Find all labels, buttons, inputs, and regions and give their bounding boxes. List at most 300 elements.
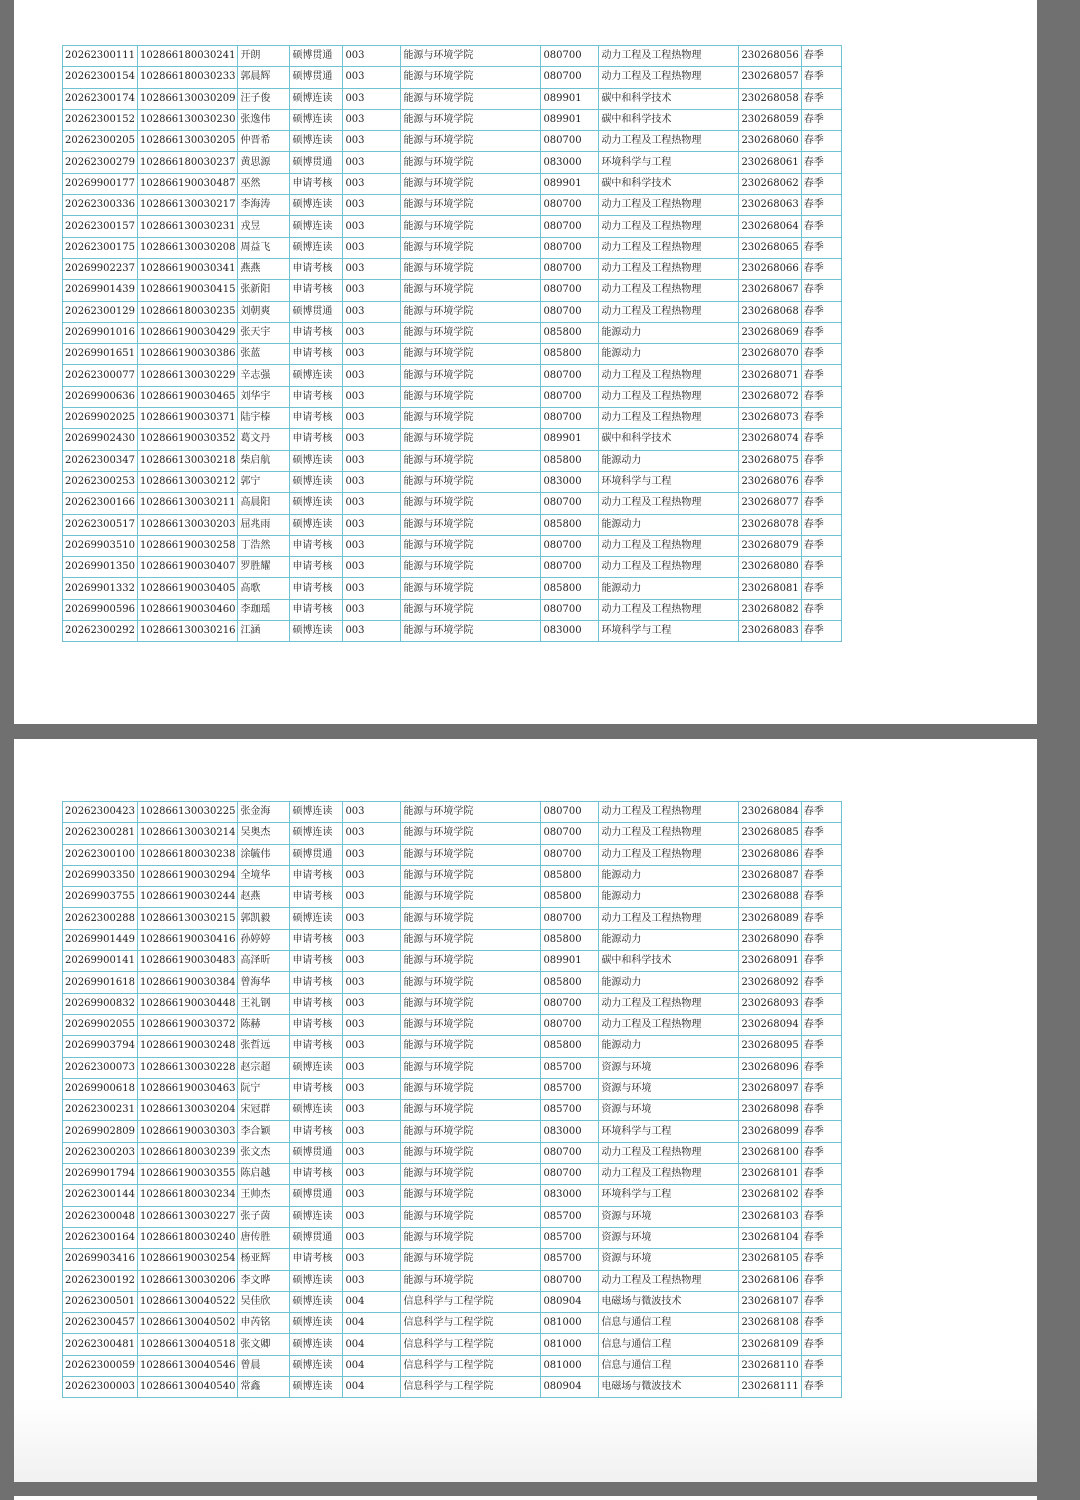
table-cell: 柴启航 [238,450,290,471]
table-cell: 动力工程及工程热物理 [599,365,739,386]
table-row [63,322,842,343]
table-cell: 085800 [541,450,599,471]
table-cell: 申请考核 [290,408,343,429]
table-cell: 102866190030294 [138,865,238,886]
table-row [63,1206,842,1227]
table-cell: 能源与环境学院 [401,471,541,492]
table-cell: 能源与环境学院 [401,844,541,865]
table-cell: 春季 [801,408,841,429]
table-cell: 003 [343,67,401,88]
table-cell: 003 [343,993,401,1014]
table-cell: 杨亚辉 [238,1249,290,1270]
table-cell: 230268096 [739,1057,801,1078]
table-cell: 230268088 [739,887,801,908]
table-cell: 刘华宇 [238,386,290,407]
table-cell: 能源与环境学院 [401,450,541,471]
table-cell: 能源动力 [599,1036,739,1057]
table-cell: 春季 [801,823,841,844]
table-cell: 春季 [801,1291,841,1312]
table-cell: 230268067 [739,280,801,301]
table-cell: 003 [343,471,401,492]
table-cell: 春季 [801,131,841,152]
admission-table [62,45,842,642]
table-cell: 230268099 [739,1121,801,1142]
table-cell: 申请考核 [290,173,343,194]
table-cell: 硕博贯通 [290,1185,343,1206]
table-cell: 20262300059 [63,1355,138,1376]
table-cell: 085700 [541,1249,599,1270]
table-cell: 动力工程及工程热物理 [599,993,739,1014]
table-cell: 230268065 [739,237,801,258]
table-cell: 能源与环境学院 [401,823,541,844]
table-cell: 085800 [541,344,599,365]
table-cell: 碳中和科学技术 [599,173,739,194]
table-cell: 004 [343,1355,401,1376]
table-cell: 春季 [801,109,841,130]
table-cell: 102866130030208 [138,237,238,258]
table-cell: 102866180030239 [138,1142,238,1163]
table-cell: 能源与环境学院 [401,67,541,88]
table-row [63,1057,842,1078]
table-cell: 硕博连读 [290,621,343,642]
table-cell: 003 [343,823,401,844]
table-cell: 张逸伟 [238,109,290,130]
table-cell: 环境科学与工程 [599,1121,739,1142]
table-cell: 080700 [541,365,599,386]
table-cell: 动力工程及工程热物理 [599,1142,739,1163]
table-cell: 动力工程及工程热物理 [599,802,739,823]
table-cell: 春季 [801,1227,841,1248]
table-row [63,88,842,109]
table-cell: 003 [343,258,401,279]
table-cell: 230268064 [739,216,801,237]
table-cell: 申请考核 [290,929,343,950]
table-row [63,46,842,67]
table-cell: 申芮铭 [238,1313,290,1334]
table-row [63,1121,842,1142]
table-cell: 20262300253 [63,471,138,492]
table-cell: 102866190030244 [138,887,238,908]
table-cell: 硕博贯通 [290,152,343,173]
table-cell: 黄思源 [238,152,290,173]
table-cell: 信息科学与工程学院 [401,1291,541,1312]
table-cell: 230268101 [739,1164,801,1185]
table-cell: 20269902025 [63,408,138,429]
table-cell: 230268076 [739,471,801,492]
table-cell: 085800 [541,887,599,908]
table-cell: 硕博连读 [290,493,343,514]
table-cell: 春季 [801,258,841,279]
table-cell: 资源与环境 [599,1249,739,1270]
table-cell: 20262300152 [63,109,138,130]
table-cell: 全境华 [238,865,290,886]
table-cell: 080700 [541,1142,599,1163]
table-cell: 动力工程及工程热物理 [599,1014,739,1035]
table-row [63,1078,842,1099]
table-cell: 080700 [541,599,599,620]
table-row [63,1036,842,1057]
table-cell: 20262300048 [63,1206,138,1227]
table-cell: 春季 [801,802,841,823]
table-row [63,216,842,237]
table-cell: 230268057 [739,67,801,88]
table-cell: 20262300288 [63,908,138,929]
table-cell: 20269900618 [63,1078,138,1099]
table-cell: 080700 [541,493,599,514]
table-cell: 230268105 [739,1249,801,1270]
table-cell: 230268058 [739,88,801,109]
table-cell: 20269903755 [63,887,138,908]
table-cell: 能源与环境学院 [401,951,541,972]
table-cell: 能源与环境学院 [401,865,541,886]
table-cell: 能源与环境学院 [401,109,541,130]
table-cell: 春季 [801,301,841,322]
table-cell: 能源动力 [599,450,739,471]
table-cell: 春季 [801,237,841,258]
table-cell: 102866190030463 [138,1078,238,1099]
table-cell: 003 [343,88,401,109]
table-row [63,1291,842,1312]
table-cell: 102866130030230 [138,109,238,130]
table-cell: 102866130040518 [138,1334,238,1355]
table-cell: 003 [343,109,401,130]
table-row [63,258,842,279]
table-cell: 能源与环境学院 [401,365,541,386]
table-cell: 080700 [541,216,599,237]
table-cell: 能源与环境学院 [401,258,541,279]
table-cell: 硕博连读 [290,1206,343,1227]
table-row [63,823,842,844]
table-row [63,535,842,556]
table-cell: 能源与环境学院 [401,887,541,908]
table-cell: 电磁场与微波技术 [599,1377,739,1398]
table-cell: 春季 [801,621,841,642]
table-cell: 环境科学与工程 [599,152,739,173]
table-cell: 碳中和科学技术 [599,109,739,130]
table-row [63,1227,842,1248]
table-cell: 230268062 [739,173,801,194]
table-cell: 230268097 [739,1078,801,1099]
table-cell: 王礼钢 [238,993,290,1014]
table-row [63,865,842,886]
table-row [63,173,842,194]
table-cell: 085800 [541,322,599,343]
table-cell: 资源与环境 [599,1078,739,1099]
table-cell: 能源与环境学院 [401,301,541,322]
table-row [63,1355,842,1376]
table-row [63,972,842,993]
table-cell: 230268056 [739,46,801,67]
table-cell: 20262300174 [63,88,138,109]
table-cell: 燕燕 [238,258,290,279]
table-cell: 春季 [801,1270,841,1291]
table-cell: 葛文丹 [238,429,290,450]
table-cell: 动力工程及工程热物理 [599,258,739,279]
table-cell: 张哲远 [238,1036,290,1057]
table-cell: 080904 [541,1377,599,1398]
table-cell: 动力工程及工程热物理 [599,535,739,556]
table-cell: 申请考核 [290,1078,343,1099]
table-cell: 能源动力 [599,929,739,950]
table-cell: 230268084 [739,802,801,823]
table-cell: 硕博连读 [290,1057,343,1078]
table-cell: 戎昱 [238,216,290,237]
table-cell: 申请考核 [290,993,343,1014]
table-cell: 003 [343,621,401,642]
table-cell: 003 [343,152,401,173]
table-cell: 硕博连读 [290,471,343,492]
table-cell: 能源与环境学院 [401,1100,541,1121]
table-cell: 085800 [541,972,599,993]
table-cell: 080700 [541,535,599,556]
table-cell: 春季 [801,599,841,620]
table-cell: 春季 [801,46,841,67]
table-cell: 动力工程及工程热物理 [599,1270,739,1291]
table-row [63,408,842,429]
table-cell: 高泽昕 [238,951,290,972]
table-cell: 能源与环境学院 [401,1185,541,1206]
table-cell: 003 [343,1249,401,1270]
table-cell: 085700 [541,1206,599,1227]
table-cell: 003 [343,429,401,450]
table-cell: 20262300100 [63,844,138,865]
table-body [63,802,842,1398]
table-cell: 春季 [801,1036,841,1057]
table-cell: 20269902055 [63,1014,138,1035]
table-cell: 春季 [801,173,841,194]
table-row [63,365,842,386]
table-cell: 碳中和科学技术 [599,951,739,972]
table-cell: 102866130030228 [138,1057,238,1078]
table-cell: 能源与环境学院 [401,493,541,514]
table-cell: 003 [343,493,401,514]
table-cell: 能源与环境学院 [401,599,541,620]
table-cell: 081000 [541,1313,599,1334]
table-row [63,237,842,258]
table-cell: 080700 [541,802,599,823]
table-cell: 003 [343,301,401,322]
table-cell: 硕博连读 [290,131,343,152]
table-cell: 吴奥杰 [238,823,290,844]
table-cell: 硕博贯通 [290,67,343,88]
table-cell: 能源与环境学院 [401,1270,541,1291]
table-cell: 资源与环境 [599,1227,739,1248]
table-cell: 申请考核 [290,1164,343,1185]
table-cell: 230268083 [739,621,801,642]
table-row [63,1185,842,1206]
table-row [63,887,842,908]
table-cell: 巫然 [238,173,290,194]
table-cell: 申请考核 [290,280,343,301]
table-cell: 20262300481 [63,1334,138,1355]
table-cell: 20269903350 [63,865,138,886]
table-cell: 003 [343,131,401,152]
table-cell: 硕博连读 [290,1291,343,1312]
table-cell: 仲晋希 [238,131,290,152]
table-cell: 230268069 [739,322,801,343]
table-cell: 230268107 [739,1291,801,1312]
table-cell: 春季 [801,1334,841,1355]
table-cell: 陈启越 [238,1164,290,1185]
table-cell: 20269901016 [63,322,138,343]
table-cell: 003 [343,344,401,365]
table-cell: 102866190030386 [138,344,238,365]
table-cell: 102866190030258 [138,535,238,556]
table-cell: 春季 [801,1142,841,1163]
table-row [63,929,842,950]
table-cell: 春季 [801,887,841,908]
table-cell: 089901 [541,88,599,109]
table-cell: 230268087 [739,865,801,886]
table-cell: 王帅杰 [238,1185,290,1206]
table-cell: 230268077 [739,493,801,514]
table-cell: 吴佳欣 [238,1291,290,1312]
table-cell: 孙婷婷 [238,929,290,950]
table-row [63,1100,842,1121]
table-cell: 动力工程及工程热物理 [599,280,739,301]
table-cell: 20262300166 [63,493,138,514]
table-cell: 郭凯毅 [238,908,290,929]
table-cell: 能源动力 [599,344,739,365]
table-cell: 20269902430 [63,429,138,450]
table-cell: 20269900832 [63,993,138,1014]
table-cell: 083000 [541,152,599,173]
table-cell: 080700 [541,993,599,1014]
table-cell: 春季 [801,195,841,216]
table-cell: 080904 [541,1291,599,1312]
table-cell: 申请考核 [290,972,343,993]
table-cell: 20269902237 [63,258,138,279]
table-cell: 230268079 [739,535,801,556]
table-cell: 宋冠群 [238,1100,290,1121]
table-cell: 申请考核 [290,887,343,908]
table-cell: 003 [343,865,401,886]
table-row [63,386,842,407]
table-cell: 能源与环境学院 [401,280,541,301]
table-cell: 230268063 [739,195,801,216]
table-cell: 003 [343,578,401,599]
table-cell: 江涵 [238,621,290,642]
table-cell: 动力工程及工程热物理 [599,216,739,237]
table-cell: 20262300231 [63,1100,138,1121]
table-cell: 硕博连读 [290,88,343,109]
table-cell: 003 [343,972,401,993]
table-cell: 申请考核 [290,865,343,886]
table-cell: 083000 [541,471,599,492]
table-cell: 20262300003 [63,1377,138,1398]
table-cell: 102866190030465 [138,386,238,407]
table-cell: 230268066 [739,258,801,279]
table-cell: 080700 [541,823,599,844]
table-cell: 春季 [801,216,841,237]
table-cell: 102866180030235 [138,301,238,322]
table-cell: 申请考核 [290,557,343,578]
table-cell: 20269901449 [63,929,138,950]
table-cell: 硕博贯通 [290,46,343,67]
table-cell: 230268085 [739,823,801,844]
table-cell: 20269900141 [63,951,138,972]
table-row [63,301,842,322]
table-cell: 丁浩然 [238,535,290,556]
table-cell: 003 [343,1014,401,1035]
table-cell: 102866130040546 [138,1355,238,1376]
table-cell: 张天宇 [238,322,290,343]
table-cell: 申请考核 [290,1249,343,1270]
table-cell: 003 [343,908,401,929]
table-cell: 动力工程及工程热物理 [599,557,739,578]
table-cell: 20262300336 [63,195,138,216]
table-cell: 085700 [541,1057,599,1078]
table-row [63,1164,842,1185]
table-cell: 003 [343,929,401,950]
table-cell: 能源与环境学院 [401,1142,541,1163]
table-cell: 102866190030355 [138,1164,238,1185]
table-cell: 102866190030352 [138,429,238,450]
table-cell: 硕博连读 [290,450,343,471]
table-cell: 高歌 [238,578,290,599]
table-cell: 102866130030215 [138,908,238,929]
table-cell: 能源与环境学院 [401,408,541,429]
table-cell: 曾海华 [238,972,290,993]
table-cell: 能源与环境学院 [401,1057,541,1078]
table-cell: 动力工程及工程热物理 [599,46,739,67]
table-cell: 李合颖 [238,1121,290,1142]
table-cell: 春季 [801,1164,841,1185]
table-cell: 230268074 [739,429,801,450]
table-cell: 能源与环境学院 [401,1164,541,1185]
table-cell: 085800 [541,514,599,535]
table-cell: 能源与环境学院 [401,429,541,450]
table-cell: 083000 [541,1185,599,1206]
table-cell: 230268108 [739,1313,801,1334]
table-cell: 春季 [801,1377,841,1398]
table-row [63,993,842,1014]
table-cell: 硕博连读 [290,216,343,237]
table-cell: 20262300129 [63,301,138,322]
table-cell: 能源与环境学院 [401,152,541,173]
table-cell: 089901 [541,951,599,972]
table-cell: 20262300279 [63,152,138,173]
table-cell: 春季 [801,493,841,514]
table-cell: 083000 [541,621,599,642]
table-cell: 常鑫 [238,1377,290,1398]
table-cell: 李海涛 [238,195,290,216]
table-cell: 信息与通信工程 [599,1355,739,1376]
table-cell: 张文杰 [238,1142,290,1163]
table-cell: 080700 [541,1164,599,1185]
table-cell: 102866130030203 [138,514,238,535]
table-cell: 230268086 [739,844,801,865]
table-cell: 004 [343,1291,401,1312]
table-cell: 102866130030218 [138,450,238,471]
table-cell: 能源与环境学院 [401,131,541,152]
table-cell: 硕博连读 [290,514,343,535]
document-page-2 [14,739,1037,1482]
table-cell: 申请考核 [290,322,343,343]
table-cell: 102866180030238 [138,844,238,865]
table-cell: 春季 [801,972,841,993]
table-cell: 102866190030415 [138,280,238,301]
table-cell: 003 [343,1270,401,1291]
table-cell: 003 [343,951,401,972]
table-cell: 春季 [801,1355,841,1376]
table-cell: 张金海 [238,802,290,823]
table-cell: 20269903794 [63,1036,138,1057]
table-cell: 20262300457 [63,1313,138,1334]
table-cell: 能源动力 [599,578,739,599]
table-cell: 20269903416 [63,1249,138,1270]
table-cell: 230268110 [739,1355,801,1376]
